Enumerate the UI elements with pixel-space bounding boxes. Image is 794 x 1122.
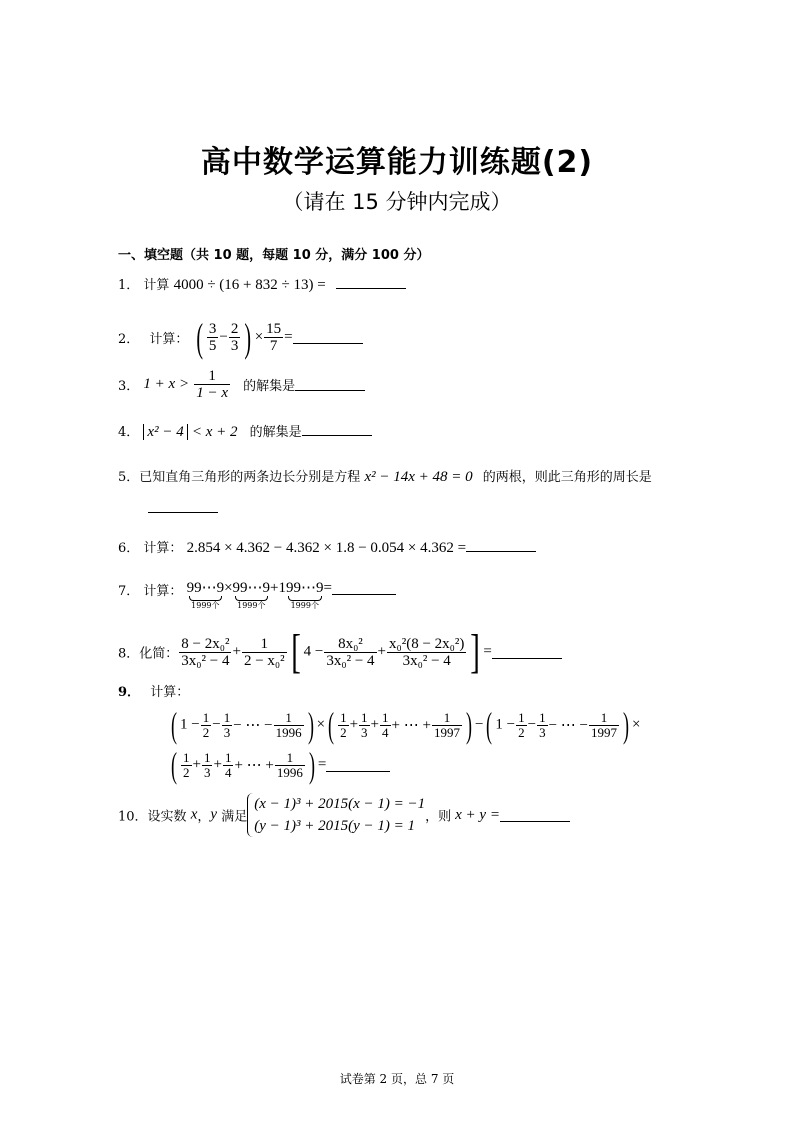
question-prefix: 计算：	[143, 541, 183, 556]
inequality-rhs: < x + 2	[191, 424, 238, 440]
question-6	[118, 537, 536, 557]
answer-blank[interactable]	[336, 276, 406, 289]
question-8: 8．化简： $\frac{\text{8 − 2x₀²}}{\text{3x₀² − 4}}$ + $\frac{1}{\text{2 − x₀²}}$ [ 4 − $\frac{\text{8x₀²}}{\text{3x₀² − 4}}$ + $\frac{\text{x₀²(8 − 2x₀²)}}{\text{3x₀² − 4}}$ ] =	[118, 624, 562, 680]
answer-blank[interactable]	[326, 759, 390, 772]
underbrace-term: 99⋯9 1999个	[186, 580, 225, 610]
question-9-line-2: ( $\frac{1}{2}$ + $\frac{1}{3}$ + $\frac{1}{4}$ + ⋯ + $\frac{1}{1996}$ ) =	[168, 744, 390, 786]
left-paren: (	[195, 315, 203, 360]
question-text: 的两根，则此三角形的周长是	[482, 470, 652, 485]
fraction: $\frac{\text{x₀²(8 − 2x₀²)}}{\text{3x₀² − 4}}$	[389, 635, 465, 669]
question-7: 7． 计算： 99⋯9 1999个 × 99⋯9 1999个 +1 99⋯9 1999个 =	[118, 580, 396, 611]
question-9	[118, 681, 189, 700]
question-10: 10．设实数 x，y 满足 (x − 1)³ + 2015(x − 1) = −1 (y − 1)³ + 2015(y − 1) = 1 ，则 x + y =	[118, 793, 570, 837]
equation: x² − 14x + 48 = 0	[364, 469, 473, 485]
inequality-lhs: 1 + x >	[143, 376, 190, 392]
variable-y: y	[210, 806, 218, 823]
right-bracket: ]	[470, 625, 481, 678]
question-prefix: 计算	[143, 278, 170, 293]
question-text: 满足	[221, 809, 248, 825]
answer-blank[interactable]	[500, 809, 570, 822]
question-number: 7．	[118, 584, 140, 599]
question-2: 2． 计算： ( $\frac{3}{5}$ − $\frac{2}{3}$ ) × $\frac{15}{7}$ =	[118, 314, 363, 361]
expression: x + y =	[455, 806, 500, 823]
question-number: 10．	[118, 809, 148, 825]
question-number: 1．	[118, 278, 140, 293]
question-text: 已知直角三角形的两条边长分别是方程	[139, 470, 361, 485]
answer-blank[interactable]	[332, 580, 396, 595]
answer-blank[interactable]	[295, 378, 365, 391]
page-subtitle: （请在 15 分钟内完成）	[282, 190, 512, 214]
question-1	[118, 274, 406, 294]
answer-blank[interactable]	[293, 331, 363, 344]
fraction: $\frac{3}{5}$	[208, 321, 217, 354]
fraction: $\frac{15}{7}$	[266, 321, 282, 354]
question-prefix: 化简：	[139, 646, 179, 662]
question-9-line-1: ( 1 − $\frac{1}{2}$ − $\frac{1}{3}$ − ⋯ − $\frac{1}{1996}$ ) ×( $\frac{1}{2}$ + $\frac{1}{3}$ + $\frac{1}{4}$ + ⋯ + $\frac{1}{1997}$ ) −( 1 − $\frac{1}{2}$ − $\frac{1}{3}$ − ⋯ − $\frac{1}{1997}$ ) ×	[171, 705, 641, 745]
expression: 2.854 × 4.362 − 4.362 × 1.8 − 0.054 × 4.362 =	[186, 540, 467, 556]
fraction: $\frac{2}{3}$	[230, 321, 239, 354]
question-text: 的解集是	[243, 379, 296, 394]
answer-blank[interactable]	[466, 539, 536, 552]
question-prefix: 计算：	[149, 332, 189, 347]
right-paren: )	[244, 315, 252, 360]
page-title: 高中数学运算能力训练题(2)	[200, 145, 594, 180]
question-5-answer	[148, 498, 218, 517]
question-number: 8．	[118, 646, 140, 662]
variable-x: x	[190, 806, 198, 823]
question-number: 5．	[118, 470, 140, 485]
question-4	[118, 421, 372, 441]
page-footer: 试卷第 2 页，总 7 页	[339, 1072, 455, 1086]
question-3	[118, 368, 365, 401]
question-number: 6．	[118, 541, 140, 556]
question-prefix: 计算：	[143, 584, 183, 599]
question-number: 3．	[118, 379, 140, 394]
fraction: $\frac{\text{8x₀²}}{\text{3x₀² − 4}}$	[326, 635, 375, 669]
section-heading: 一、填空题（共 10 题，每题 10 分，满分 100 分）	[118, 248, 430, 263]
question-number: 4．	[118, 425, 140, 440]
question-prefix: 计算：	[150, 685, 190, 700]
question-number: 9．	[118, 685, 141, 700]
fraction: $\frac{1}{\text{2 − x₀²}}$	[243, 635, 285, 669]
question-text: 设实数	[147, 809, 187, 825]
fraction: $\frac{\text{8 − 2x₀²}}{\text{3x₀² − 4}}$	[181, 635, 230, 669]
answer-blank[interactable]	[492, 646, 562, 659]
question-text: 的解集是	[249, 425, 302, 440]
underbrace-term: 99⋯9 1999个	[232, 580, 271, 610]
absolute-value: x² − 4	[143, 424, 187, 440]
answer-blank[interactable]	[148, 500, 218, 513]
answer-blank[interactable]	[302, 423, 372, 436]
expression: 4000 ÷ (16 + 832 ÷ 13) =	[173, 277, 326, 293]
fraction: $\frac{1}{1 - x}$	[196, 368, 228, 401]
equation-system: (x − 1)³ + 2015(x − 1) = −1 (y − 1)³ + 2015(y − 1) = 1	[247, 793, 425, 837]
question-number: 2．	[118, 332, 140, 347]
left-bracket: [	[290, 625, 301, 678]
question-text: ，则	[425, 809, 452, 825]
question-5	[118, 466, 652, 486]
underbrace-term: 99⋯9 1999个	[286, 580, 324, 610]
